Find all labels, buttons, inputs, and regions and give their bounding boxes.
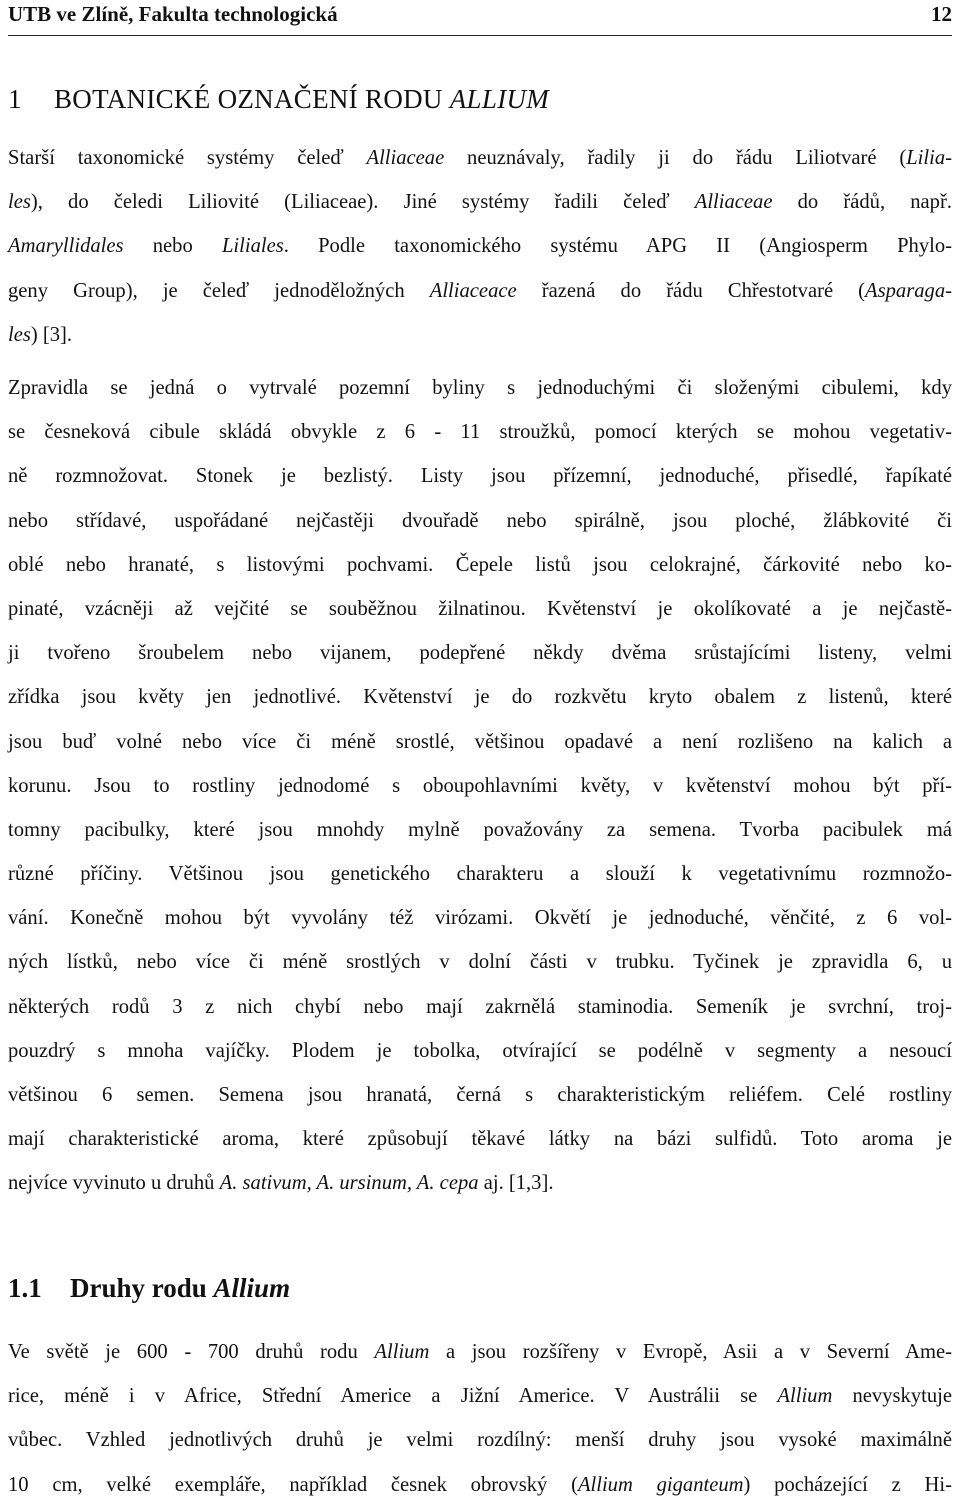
- text-run: 10 cm, velké exempláře, například česnek obrovský (: [8, 1473, 578, 1496]
- header-rule: [8, 35, 952, 36]
- text-line: Zpravidla se jedná o vytrvalé pozemní byliny s jednoduchými či složenými cibulemi, kdy: [8, 377, 952, 399]
- text-line: jsou buď volné nebo více či méně srostlé, většinou opadavé a není rozlišeno na kalich a: [8, 730, 952, 753]
- text-run: Starší taxonomické systémy čeleď: [8, 147, 367, 169]
- text-line: [8, 313, 952, 357]
- text-line: ji tvořeno šroubelem nebo vijanem, podepřené někdy dvěma srůstajícími listeny, velmi: [8, 642, 952, 665]
- text-run: ) pocházející z Hi-: [743, 1473, 952, 1496]
- header-institution: UTB ve Zlíně, Fakultа technologická: [8, 2, 338, 26]
- text-line: korunu. Jsou to rostliny jednodomé s oboupohlavními květy, v květenství mohou být pří-: [8, 774, 952, 797]
- text-run: ) [3].: [30, 323, 73, 346]
- text-line: [8, 180, 952, 224]
- text-line: [8, 224, 952, 268]
- text-line: [8, 1330, 952, 1374]
- italic-term: Allium: [777, 1385, 833, 1408]
- section-heading: [8, 1272, 290, 1304]
- text-line: zřídka jsou květy jen jednotlivé. Květenství je do rozkvětu kryto obalem z listenů, které: [8, 686, 952, 709]
- text-line: [8, 269, 952, 313]
- header-page-number: 12: [931, 2, 952, 26]
- text-line: různé příčiny. Většinou jsou genetického charakteru a slouží k vegetativnímu rozmnožo-: [8, 863, 952, 886]
- paragraph-species: [8, 1330, 952, 1507]
- chapter-number: 1: [8, 84, 22, 114]
- text-run: nebo: [123, 235, 222, 258]
- italic-term: les: [8, 191, 31, 214]
- text-line: ně rozmnožovat. Stonek je bezlistý. Listy jsou přízemní, jednoduché, přisedlé, řapíkaté: [8, 465, 952, 488]
- italic-term: Allium: [374, 1341, 430, 1363]
- italic-term: Alliaceae: [366, 147, 445, 169]
- text-run: nejvíce vyvinuto u druhů: [8, 1172, 220, 1195]
- italic-term: Alliaceace: [429, 279, 517, 302]
- text-line: [8, 1463, 952, 1507]
- paragraph-taxonomy: [8, 136, 952, 357]
- text-line: nebo střídavé, uspořádané nejčastěji dvouřadě nebo spirálně, jsou ploché, žlábkovité či: [8, 509, 952, 532]
- text-line: ných lístků, nebo více či méně srostlých v dolní části v trubku. Tyčinek je zpravidla 6, u: [8, 951, 952, 974]
- text-run: geny Group), je čeleď jednoděložných: [8, 279, 430, 302]
- text-line: většinou 6 semen. Semena jsou hranatá, černá s charakteristickým reliéfem. Celé rostliny: [8, 1084, 952, 1106]
- text-line: oblé nebo hranaté, s listovými pochvami. Čepele listů jsou celokrajné, čárkovité nebo ko-: [8, 553, 952, 576]
- chapter-title-genus: ALLIUM: [449, 84, 550, 114]
- text-line: [8, 1161, 952, 1205]
- text-run: aj. [1,3].: [478, 1172, 554, 1195]
- section-title: Druhy rodu: [70, 1273, 214, 1303]
- text-run: rice, méně i v Africe, Střední Americe a Jižní Americe. V Austrálii se: [8, 1385, 778, 1408]
- document-page: [8, 0, 953, 1496]
- text-line: tomny pacibulky, které jsou mnohdy mylně považovány za semena. Tvorba pacibulek má: [8, 818, 952, 841]
- italic-term: Amaryllidales: [8, 235, 124, 258]
- text-line: [8, 1418, 952, 1462]
- text-line: pinaté, vzácněji až vejčité se souběžnou žilnatinou. Květenství je okolíkovaté a je nejčastě-: [8, 597, 952, 620]
- text-line: se česneková cibule skládá obvykle z 6 - 11 stroužků, pomocí kterých se mohou vegetativ-: [8, 421, 952, 444]
- text-run: vůbec. Vzhled jednotlivých druhů je velmi rozdílný: menší druhy jsou vysoké maximálně: [8, 1429, 952, 1452]
- section-number: 1.1: [8, 1273, 42, 1303]
- text-run: řazená do řádu Chřestotvaré (: [516, 279, 866, 302]
- section-title-genus: Allium: [213, 1273, 291, 1303]
- chapter-heading: [8, 83, 549, 115]
- italic-term: A. sativum, A. ursinum, A. cepa: [219, 1172, 479, 1195]
- text-line: pouzdrý s mnoha vajíčky. Plodem je tobolka, otvírající se podélně v segmenty a nesoucí: [8, 1039, 952, 1062]
- text-run: do řádů, např.: [772, 191, 952, 214]
- italic-term: Lilia-: [906, 147, 952, 169]
- italic-term: Alliaceae: [694, 191, 773, 214]
- text-line: vání. Konečně mohou být vyvolány též virózami. Okvětí je jednoduché, věnčité, z 6 vol-: [8, 907, 952, 930]
- italic-term: Liliales: [221, 235, 284, 258]
- text-run: ), do čeledi Liliovité (Liliaceae). Jiné systémy řadili čeleď: [30, 191, 695, 214]
- italic-term: les: [8, 323, 31, 346]
- text-run: Ve světě je 600 - 700 druhů rodu: [8, 1341, 375, 1363]
- running-header: [8, 0, 952, 32]
- text-run: nevyskytuje: [832, 1385, 953, 1408]
- text-run: neuznávaly, řadily ji do řádu Liliotvaré (: [444, 147, 907, 169]
- text-run: . Podle taxonomického systému APG II (Angiosperm Phylo-: [283, 235, 953, 258]
- text-run: a jsou rozšířeny v Evropě, Asii a v Severní Ame-: [429, 1341, 952, 1363]
- italic-term: Asparaga-: [865, 279, 952, 302]
- paragraph-description: [8, 366, 952, 1206]
- chapter-title: BOTANICKÉ OZNAČENÍ RODU: [54, 84, 450, 114]
- text-line: mají charakteristické aroma, které způsobují těkavé látky na bázi sulfidů. Toto aroma je: [8, 1128, 952, 1151]
- text-line: [8, 1374, 952, 1418]
- text-line: některých rodů 3 z nich chybí nebo mají zakrnělá staminodia. Semeník je svrchní, troj-: [8, 995, 952, 1018]
- text-line: [8, 136, 952, 180]
- italic-term: Allium giganteum: [577, 1473, 744, 1496]
